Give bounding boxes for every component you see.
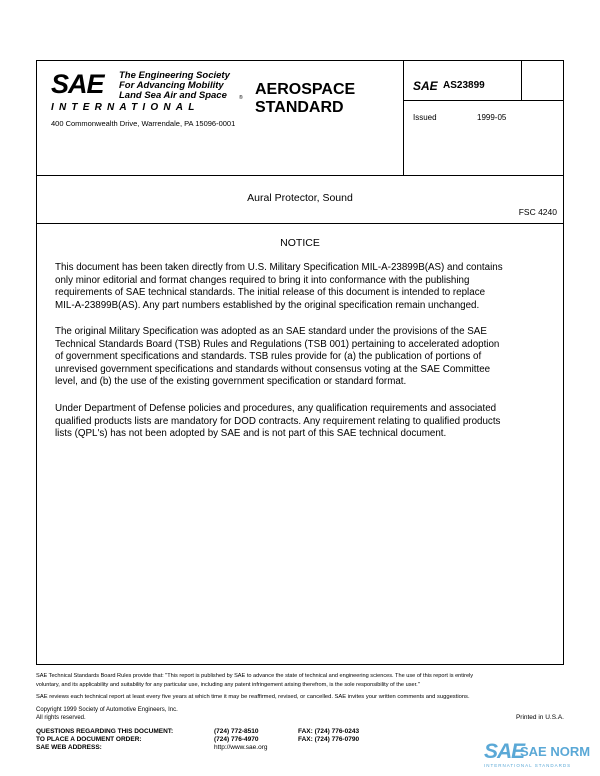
- sae-logo-letters: SAE: [51, 69, 104, 99]
- watermark-sae: SAE: [484, 740, 525, 763]
- notice-heading: NOTICE: [280, 237, 320, 249]
- review-note: SAE reviews each technical report at least every five years at which time it may be reaffirmed, revised, or cancelled. SAE invites your written comments and suggestions.: [36, 694, 470, 700]
- contact-label: QUESTIONS REGARDING THIS DOCUMENT:: [36, 728, 174, 735]
- web-address-link[interactable]: http://www.sae.org: [214, 744, 268, 751]
- contact-phone: (724) 776-4970: [214, 736, 259, 743]
- header-divider: [37, 175, 563, 176]
- registered-mark: ®: [239, 95, 243, 101]
- board-note: SAE Technical Standards Board Rules provide that: "This report is published by SAE to advance the state of technical and engineering sciences. The use of this report is entirely voluntary, and its applicability and suitability for any particular use, including any patent infringement arising therefrom, is the sole responsibility of the user.": [36, 673, 474, 688]
- contact-label: TO PLACE A DOCUMENT ORDER:: [36, 736, 142, 743]
- docno-vertical-divider: [521, 61, 522, 100]
- docno-divider: [403, 100, 563, 101]
- sae-address: 400 Commonwealth Drive, Warrendale, PA 15096-0001: [51, 119, 236, 128]
- issued-date: 1999-05: [477, 113, 507, 122]
- printed-in: Printed in U.S.A.: [515, 714, 564, 721]
- notice-paragraph-3: Under Department of Defense policies and procedures, any qualification requirements and associated qualified products lists are mandatory for DOD contracts. Any requirement relating to qualified products lists (QPL's) has not been adopted by SAE and is not part of this SAE technical document.: [55, 403, 501, 439]
- watermark-sub: INTERNATIONAL STANDARDS: [484, 763, 572, 768]
- notice-paragraph-2: The original Military Specification was adopted as an SAE standard under the provisions of the SAE Technical Standards Board (TSB) Rules and Regulations (TSB 001) pertaining to accelerated adoption of government specifications and standards. TSB rules provide for (a) the publication of portions of unrevised government specifications and standards without consensus voting at the SAE Committee level, and (b) the use of the existing government specification or standard format.: [55, 326, 500, 387]
- document-title: Aural Protector, Sound: [247, 192, 353, 204]
- header-vertical-divider: [403, 61, 404, 175]
- sae-international: INTERNATIONAL: [51, 102, 200, 113]
- sae-tagline: The Engineering Society For Advancing Mobility Land Sea Air and Space: [119, 70, 230, 101]
- contact-fax: FAX: (724) 776-0790: [298, 736, 360, 743]
- contact-fax: FAX: (724) 776-0243: [298, 728, 360, 735]
- document-number: AS23899: [443, 80, 485, 91]
- sae-norm-watermark: [484, 740, 594, 770]
- contact-label: SAE WEB ADDRESS:: [36, 744, 102, 751]
- document-frame: [36, 60, 564, 665]
- issued-label: Issued: [413, 113, 437, 122]
- contact-phone: (724) 772-8510: [214, 728, 259, 735]
- docno-sae-mark: SAE: [413, 79, 438, 93]
- copyright: Copyright 1999 Society of Automotive Engineers, Inc.: [36, 707, 178, 713]
- rights-reserved: All rights reserved.: [36, 715, 86, 721]
- watermark-text: SAE NORM: [520, 744, 591, 759]
- title-divider: [37, 223, 563, 224]
- fsc-code: FSC 4240: [518, 207, 557, 217]
- standard-type: AEROSPACE STANDARD: [255, 81, 356, 116]
- notice-paragraph-1: This document has been taken directly from U.S. Military Specification MIL-A-23899B(AS) and contains only minor editorial and format changes required to bring it into conformance with the publishing requirements of SAE technical standards. The initial release of this document is intended to replace MIL-A-23899B(AS). Any part numbers established by the original specification remain unchanged.: [55, 262, 503, 311]
